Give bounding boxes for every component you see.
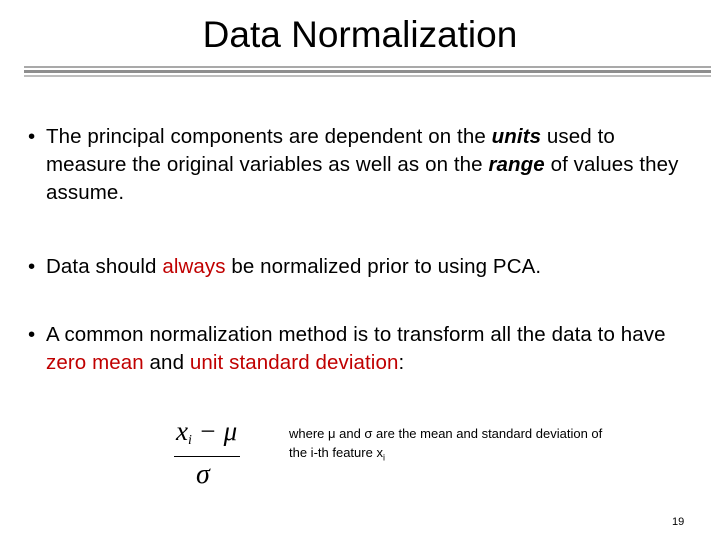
bullet-marker: • — [28, 255, 36, 278]
bullet-marker: • — [28, 125, 36, 148]
slide-title: Data Normalization — [202, 14, 518, 55]
note-text: where μ and σ are the mean and standard deviation of the i-th feature x — [289, 426, 603, 460]
text-run: : — [398, 351, 405, 374]
formula-numerator — [176, 414, 237, 458]
title-rule-bottom — [24, 75, 711, 77]
title-rule-top — [24, 66, 711, 68]
formula-x: x — [176, 416, 188, 446]
emphasis-unit-sd: unit standard deviation — [189, 351, 399, 374]
formula-denominator: σ — [196, 459, 210, 490]
text-run: used to measure the original variables as well as on the — [46, 125, 615, 176]
emphasis-units: units — [491, 125, 542, 148]
bullet-marker: • — [28, 323, 36, 346]
formula-minus-mu: − μ — [191, 416, 238, 446]
emphasis-zero-mean: zero mean — [46, 351, 144, 374]
fraction-bar — [174, 456, 240, 457]
bullet-text — [46, 321, 688, 377]
text-run: and — [143, 351, 190, 374]
bullet-text — [46, 123, 688, 207]
formula-subscript: i — [187, 433, 192, 448]
text-run: be normalized prior to using PCA. — [225, 255, 542, 278]
page-number: 19 — [672, 516, 685, 528]
text-run: A common normalization method is to transform all the data to have — [46, 323, 666, 346]
normalization-formula — [170, 414, 246, 490]
text-run: The principal components are dependent on the — [46, 125, 492, 148]
bullet-always-normalize — [28, 253, 688, 281]
text-run: of values they assume. — [46, 153, 679, 204]
bullet-normalization-method — [28, 321, 688, 377]
text-run: Data should — [46, 255, 163, 278]
bullet-units-range — [28, 123, 688, 207]
title-rule-middle — [24, 70, 711, 73]
formula-note — [289, 424, 619, 468]
bullet-text — [46, 253, 688, 281]
emphasis-range: range — [488, 153, 545, 176]
emphasis-always: always — [162, 255, 226, 278]
note-subscript: i — [382, 452, 385, 463]
